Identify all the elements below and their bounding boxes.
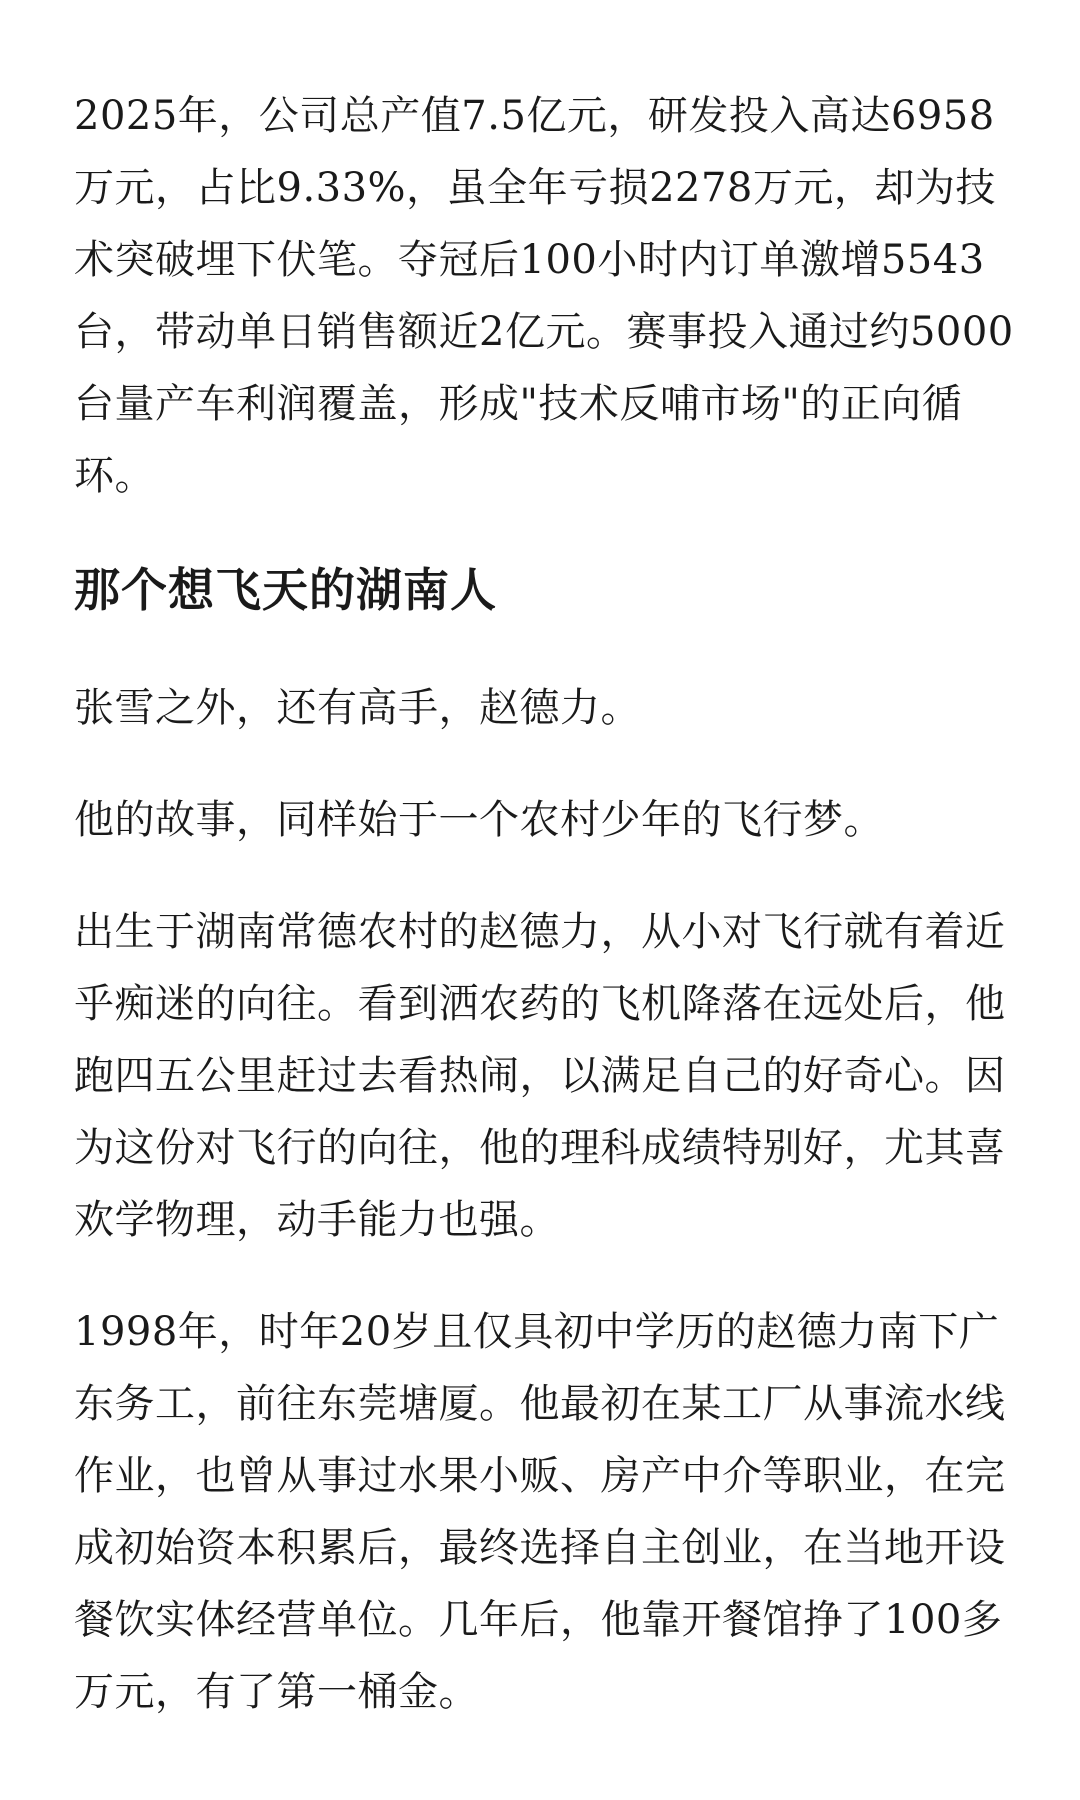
- paragraph-career: 1998年，时年20岁且仅具初中学历的赵德力南下广东务工，前往东莞塘厦。他最初在某工厂从事流水线作业，也曾从事过水果小贩、房产中介等职业，在完成初始资本积累后，最终选择自主创业，在当地开设餐饮实体经营单位。几年后，他靠开餐馆挣了100多万元，有了第一桶金。: [74, 1309, 1006, 1715]
- article-body: [74, 80, 1014, 1728]
- paragraph-intro: 张雪之外，还有高手，赵德力。: [74, 685, 641, 731]
- section-heading: 那个想飞天的湖南人: [74, 563, 497, 617]
- paragraph-childhood: 出生于湖南常德农村的赵德力，从小对飞行就有着近乎痴迷的向往。看到洒农药的飞机降落在远处后，他跑四五公里赶过去看热闹，以满足自己的好奇心。因为这份对飞行的向往，他的理科成绩特别好，尤其喜欢学物理，动手能力也强。: [74, 909, 1006, 1243]
- paragraph-financials: 2025年，公司总产值7.5亿元，研发投入高达6958万元，占比9.33%，虽全年亏损2278万元，却为技术突破埋下伏笔。夺冠后100小时内订单激增5543台，带动单日销售额近2亿元。赛事投入通过约5000台量产车利润覆盖，形成"技术反哺市场"的正向循环。: [74, 93, 1014, 499]
- paragraph-dream: 他的故事，同样始于一个农村少年的飞行梦。: [74, 797, 884, 843]
